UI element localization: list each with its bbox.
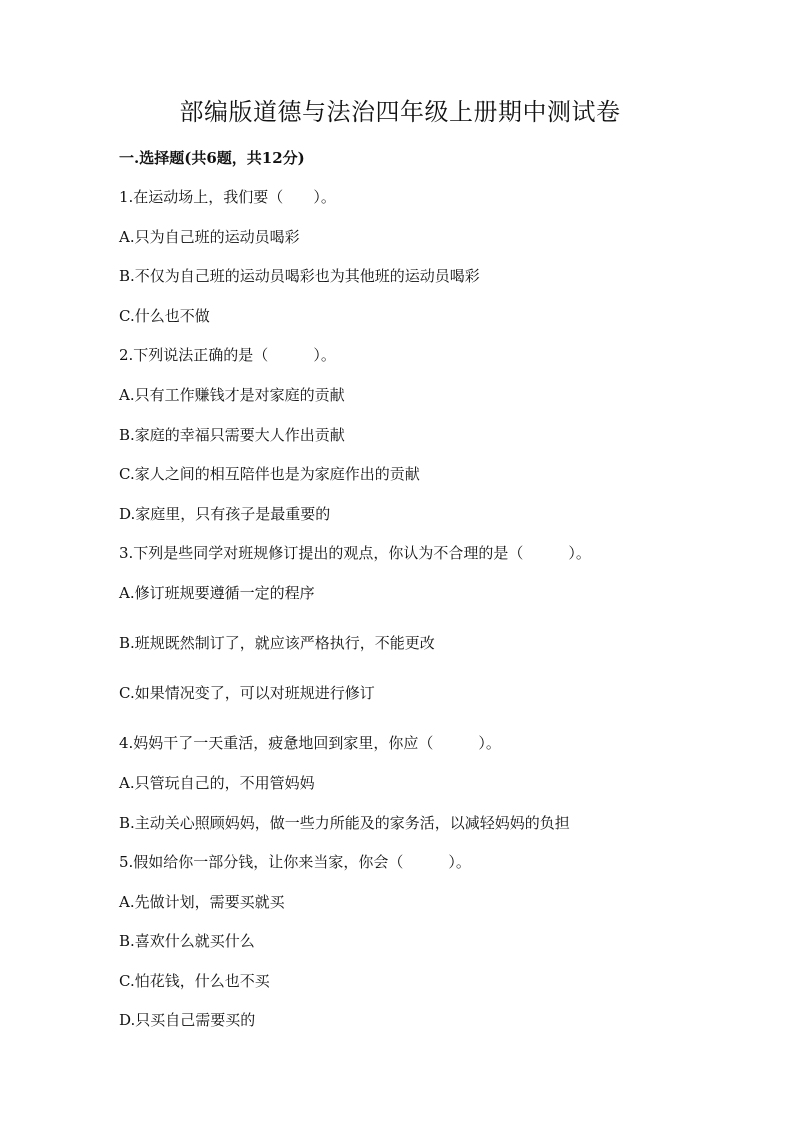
question-2-stem: 2.下列说法正确的是（ ）。 [119,346,336,364]
page-title: 部编版道德与法治四年级上册期中测试卷 [179,98,621,126]
question-5-option-d: D.只买自己需要买的 [119,1011,256,1029]
question-2-option-c: C.家人之间的相互陪伴也是为家庭作出的贡献 [119,465,420,483]
question-2-option-a: A.只有工作赚钱才是对家庭的贡献 [119,386,345,404]
question-5-option-b: B.喜欢什么就买什么 [119,932,255,950]
question-1-stem: 1.在运动场上，我们要（ ）。 [119,188,336,206]
question-1-option-c: C.什么也不做 [119,307,210,325]
question-3-option-b: B.班规既然制订了，就应该严格执行，不能更改 [119,634,435,652]
question-4-option-b: B.主动关心照顾妈妈，做一些力所能及的家务活，以减轻妈妈的负担 [119,814,570,832]
question-5-option-a: A.先做计划，需要买就买 [119,893,285,911]
question-4-stem: 4.妈妈干了一天重活，疲惫地回到家里，你应（ ）。 [119,734,501,752]
question-2-option-d: D.家庭里，只有孩子是最重要的 [119,505,331,523]
question-5-option-c: C.怕花钱，什么也不买 [119,972,270,990]
question-2-option-b: B.家庭的幸福只需要大人作出贡献 [119,426,345,444]
question-1-option-b: B.不仅为自己班的运动员喝彩也为其他班的运动员喝彩 [119,267,480,285]
question-5-stem: 5.假如给你一部分钱，让你来当家，你会（ ）。 [119,853,471,871]
question-1-option-a: A.只为自己班的运动员喝彩 [119,228,300,246]
question-3-option-c: C.如果情况变了，可以对班规进行修订 [119,684,375,702]
section-header: 一.选择题(共6题，共12分) [119,149,305,167]
question-3-stem: 3.下列是些同学对班规修订提出的观点，你认为不合理的是（ ）。 [119,544,591,562]
question-4-option-a: A.只管玩自己的，不用管妈妈 [119,774,315,792]
question-3-option-a: A.修订班规要遵循一定的程序 [119,584,315,602]
